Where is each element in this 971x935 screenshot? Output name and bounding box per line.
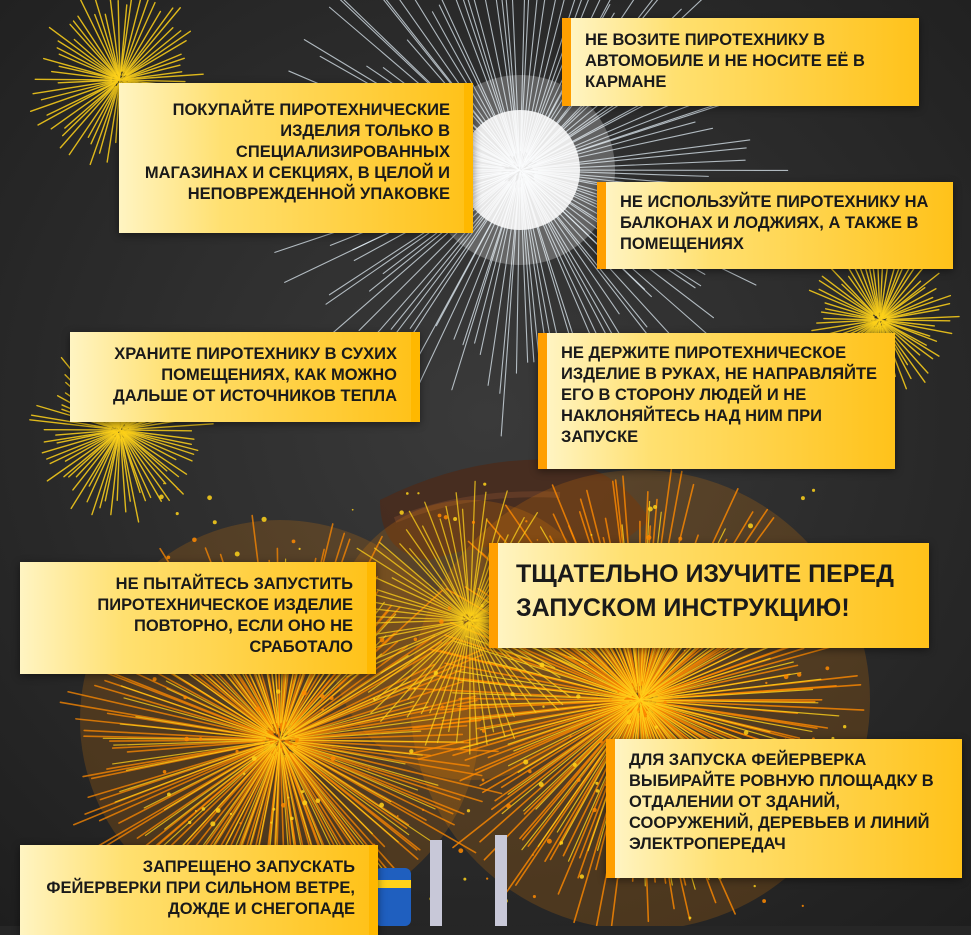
spark-dot	[482, 779, 485, 782]
spark-dot	[801, 496, 805, 500]
firework-tube	[375, 868, 411, 926]
spark-dot	[511, 692, 515, 696]
spark-dot	[202, 807, 206, 811]
rule-text: ДЛЯ ЗАПУСКА ФЕЙЕРВЕРКА ВЫБИРАЙТЕ РОВНУЮ ПЛОЩАДКУ В ОТДАЛЕНИИ ОТ ЗДАНИЙ, СООРУЖЕНИЙ, ДЕРЕВЬЕВ И ЛИНИЙ ЭЛЕКТРОПЕРЕДАЧ	[629, 751, 934, 853]
spark-dot	[542, 706, 544, 708]
rule-card-buy-shops	[119, 83, 473, 233]
spark-dot	[422, 809, 424, 811]
spark-dot	[438, 514, 442, 518]
spark-dot	[486, 877, 488, 879]
spark-dot	[159, 495, 164, 500]
spark-dot	[439, 619, 444, 624]
spark-dot	[527, 729, 529, 731]
spark-dot	[192, 537, 197, 542]
spark-dot	[261, 517, 266, 522]
spark-dot	[843, 725, 846, 728]
rule-text: ПОКУПАЙТЕ ПИРОТЕХНИЧЕСКИЕ ИЗДЕЛИЯ ТОЛЬКО В СПЕЦИАЛИЗИРОВАННЫХ МАГАЗИНАХ И СЕКЦИЯХ, В ЦЕЛОЙ И НЕПОВРЕЖДЕННОЙ УПАКОВКЕ	[145, 101, 450, 203]
spark-dot	[281, 803, 286, 808]
spark-dot	[380, 638, 385, 643]
spark-dot	[532, 854, 534, 856]
rule-text: НЕ ИСПОЛЬЗУЙТЕ ПИРОТЕХНИКУ НА БАЛКОНАХ И ЛОДЖИЯХ, А ТАКЖЕ В ПОМЕЩЕНИЯХ	[620, 193, 928, 253]
spark-dot	[627, 720, 632, 725]
spark-dot	[255, 707, 260, 712]
sparkler-stick	[430, 840, 442, 926]
spark-dot	[368, 768, 370, 770]
spark-dot	[413, 687, 416, 690]
gold-firework-burst	[35, 79, 113, 80]
spark-dot	[292, 540, 296, 544]
spark-dot	[684, 650, 686, 652]
rule-card-instruction	[489, 543, 929, 648]
spark-dot	[483, 483, 486, 486]
spark-dot	[653, 505, 657, 509]
spark-dot	[399, 510, 403, 514]
spark-dot	[525, 520, 527, 522]
rule-headline: ТЩАТЕЛЬНО ИЗУЧИТЕ ПЕРЕД ЗАПУСКОМ ИНСТРУКЦИЮ!	[516, 560, 894, 622]
spark-dot	[177, 488, 179, 490]
spark-dot	[765, 682, 767, 684]
spark-dot	[595, 782, 598, 785]
spark-dot	[448, 607, 451, 610]
spark-dot	[184, 737, 189, 742]
spark-dot	[539, 782, 544, 787]
spark-dot	[163, 483, 165, 485]
spark-dot	[199, 737, 202, 740]
spark-dot	[153, 677, 157, 681]
spark-dot	[569, 735, 571, 737]
spark-dot	[243, 773, 245, 775]
spark-dot	[434, 671, 438, 675]
spark-dot	[560, 841, 564, 845]
spark-dot	[417, 492, 419, 494]
spark-dot	[748, 523, 753, 528]
spark-dot	[540, 663, 545, 668]
spark-dot	[784, 674, 789, 679]
spark-dot	[467, 809, 470, 812]
spark-dot	[270, 821, 272, 823]
spark-dot	[379, 803, 384, 808]
spark-dot	[195, 810, 197, 812]
spark-dot	[533, 895, 536, 898]
spark-dot	[609, 698, 611, 700]
spark-dot	[176, 512, 179, 515]
spark-dot	[480, 604, 483, 607]
spark-dot	[458, 848, 463, 853]
spark-dot	[577, 778, 581, 782]
rule-card-retry	[20, 562, 376, 674]
spark-dot	[453, 517, 457, 521]
spark-dot	[216, 808, 221, 813]
spark-dot	[528, 770, 531, 773]
spark-dot	[523, 760, 528, 765]
spark-dot	[664, 701, 667, 704]
rule-text: ЗАПРЕЩЕНО ЗАПУСКАТЬ ФЕЙЕРВЕРКИ ПРИ СИЛЬНОМ ВЕТРЕ, ДОЖДЕ И СНЕГОПАДЕ	[46, 858, 355, 918]
rule-card-hands	[538, 333, 895, 469]
spark-dot	[397, 815, 399, 817]
spark-dot	[235, 552, 240, 557]
spark-dot	[210, 821, 215, 826]
spark-dot	[295, 739, 299, 743]
spark-dot	[207, 495, 212, 500]
spark-dot	[276, 689, 280, 693]
spark-dot	[352, 509, 354, 511]
spark-dot	[301, 790, 304, 793]
spark-dot	[239, 822, 241, 824]
spark-dot	[825, 666, 829, 670]
spark-dot	[373, 698, 375, 700]
spark-dot	[188, 821, 191, 824]
spark-dot	[252, 756, 257, 761]
spark-dot	[444, 515, 448, 519]
spark-dot	[213, 520, 217, 524]
spark-dot	[163, 770, 167, 774]
spark-dot	[320, 694, 324, 698]
spark-dot	[646, 535, 651, 540]
spark-dot	[812, 489, 815, 492]
firework-tube-band	[375, 880, 411, 888]
spark-dot	[316, 798, 321, 803]
spark-dot	[463, 878, 466, 881]
rule-card-weather	[20, 845, 378, 935]
spark-dot	[409, 749, 413, 753]
rule-card-platform	[606, 739, 962, 878]
rule-card-balcony	[597, 182, 953, 269]
spark-dot	[302, 800, 307, 805]
spark-dot	[596, 789, 600, 793]
sparkler-stick	[495, 835, 507, 926]
spark-dot	[617, 691, 619, 693]
spark-dot	[592, 808, 596, 812]
spark-dot	[272, 808, 275, 811]
spark-dot	[235, 750, 238, 753]
spark-dot	[472, 521, 475, 524]
spark-dot	[441, 705, 444, 708]
spark-dot	[330, 696, 334, 700]
spark-dot	[537, 539, 539, 541]
rule-text: НЕ ВОЗИТЕ ПИРОТЕХНИКУ В АВТОМОБИЛЕ И НЕ НОСИТЕ ЕЁ В КАРМАНЕ	[585, 31, 865, 91]
spark-dot	[599, 740, 603, 744]
spark-dot	[580, 874, 584, 878]
spark-dot	[591, 534, 593, 536]
spark-dot	[678, 537, 682, 541]
spark-dot	[414, 637, 418, 641]
spark-dot	[565, 656, 568, 659]
spark-dot	[547, 839, 552, 844]
spark-dot	[331, 756, 336, 761]
rule-card-storage	[70, 332, 420, 422]
spark-dot	[802, 905, 804, 907]
spark-dot	[167, 793, 171, 797]
spark-dot	[230, 813, 232, 815]
spark-dot	[183, 696, 187, 700]
spark-dot	[655, 725, 659, 729]
rule-text: ХРАНИТЕ ПИРОТЕХНИКУ В СУХИХ ПОМЕЩЕНИЯХ, КАК МОЖНО ДАЛЬШЕ ОТ ИСТОЧНИКОВ ТЕПЛА	[113, 345, 397, 405]
spark-dot	[482, 729, 486, 733]
gold-firework-burst	[887, 320, 950, 321]
spark-dot	[576, 694, 580, 698]
rule-text: НЕ ДЕРЖИТЕ ПИРОТЕХНИЧЕСКОЕ ИЗДЕЛИЕ В РУКАХ, НЕ НАПРАВЛЯЙТЕ ЕГО В СТОРОНУ ЛЮДЕЙ И НЕ НАКЛОНЯЙТЕСЬ НАД НИМ ПРИ ЗАПУСКЕ	[561, 344, 877, 446]
spark-dot	[167, 556, 171, 560]
gold-firework-burst	[127, 430, 191, 431]
spark-dot	[506, 804, 511, 809]
spark-dot	[406, 492, 409, 495]
spark-dot	[573, 763, 577, 767]
spark-dot	[762, 899, 766, 903]
spark-dot	[321, 708, 324, 711]
rule-text: НЕ ПЫТАЙТЕСЬ ЗАПУСТИТЬ ПИРОТЕХНИЧЕСКОЕ ИЗДЕЛИЕ ПОВТОРНО, ЕСЛИ ОНО НЕ СРАБОТАЛО	[97, 575, 353, 656]
spark-dot	[290, 817, 294, 821]
rule-card-car-pocket	[562, 18, 919, 106]
spark-dot	[299, 548, 301, 550]
spark-dot	[287, 796, 289, 798]
spark-dot	[744, 730, 749, 735]
spark-dot	[754, 885, 756, 887]
spark-dot	[797, 672, 801, 676]
spark-dot	[301, 690, 306, 695]
spark-dot	[689, 916, 692, 919]
spark-dot	[648, 507, 653, 512]
